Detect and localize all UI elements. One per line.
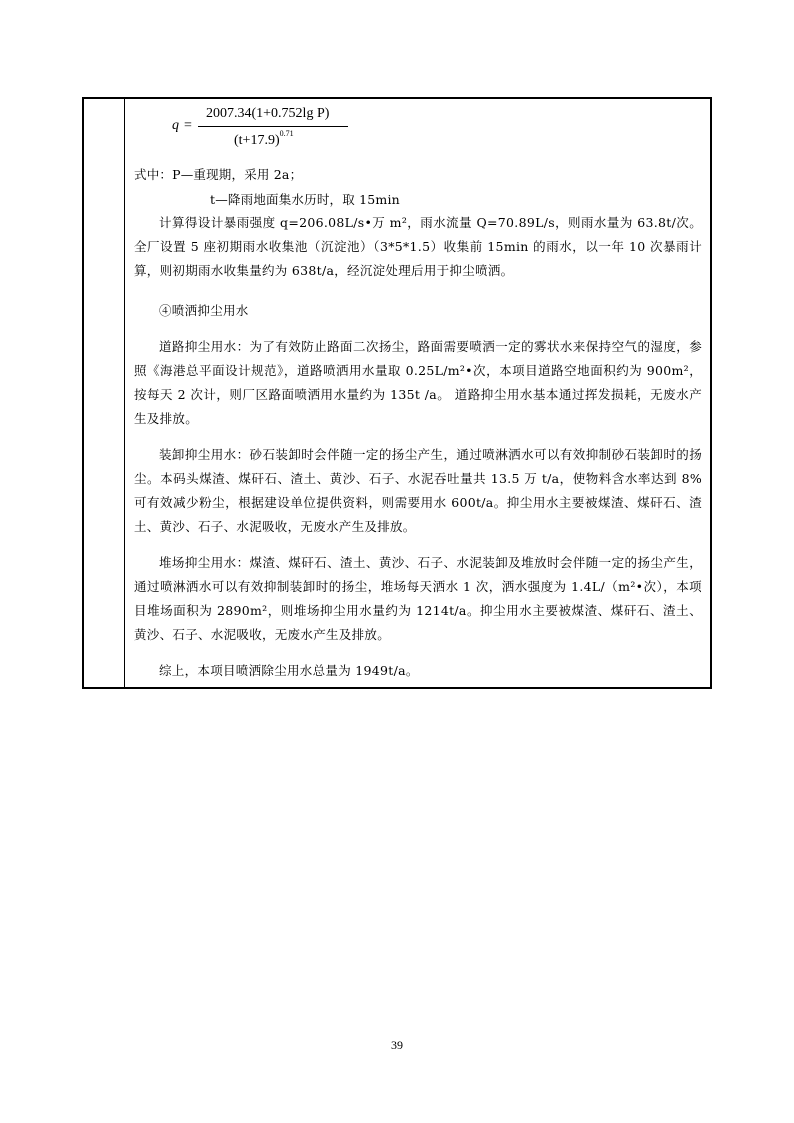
page-number: 39	[391, 1038, 403, 1052]
where-intro: 式中：P—重现期，采用 2a；	[134, 167, 303, 182]
formula-equals: =	[184, 118, 192, 133]
formula-numerator: 2007.34(1+0.752lg P)	[206, 106, 330, 121]
formula-denominator-base: (t+17.9)	[234, 133, 280, 148]
formula-denominator	[234, 129, 294, 149]
summary-paragraph: 综上，本项目喷洒除尘用水总量为 1949t/a。	[159, 663, 419, 678]
yard-dust-paragraph: 堆场抑尘用水：煤渣、煤矸石、渣土、黄沙、石子、水泥装卸及堆放时会伴随一定的扬尘产生，通过喷淋洒水可以有效抑制装卸时的扬尘，堆场每天洒水 1 次，洒水强度为 1.4L/（m²•次），本项目堆场面积为 2890m²，则堆场抑尘用水量约为 1214t/a。抑尘用水主要被煤渣、煤矸石、渣土、黄沙、石子、水泥吸收，无废水产生及排放。	[134, 555, 702, 642]
formula-lhs: q	[172, 118, 179, 133]
loading-dust-paragraph: 装卸抑尘用水：砂石装卸时会伴随一定的扬尘产生，通过喷淋洒水可以有效抑制砂石装卸时的扬尘。本码头煤渣、煤矸石、渣土、黄沙、石子、水泥吞吐量共 13.5 万 t/a，使物料含水率达到 8%可有效减少粉尘，根据建设单位提供资料，则需要用水 600t/a。抑尘用水主要被煤渣、煤矸石、渣土、黄沙、石子、水泥吸收，无废水产生及排放。	[134, 447, 702, 534]
formula-fraction-bar	[198, 126, 348, 127]
where-t-definition: t—降雨地面集水历时，取 15min	[210, 192, 400, 207]
content-table	[82, 97, 712, 689]
section-heading: ④喷洒抑尘用水	[159, 303, 249, 318]
road-dust-paragraph: 道路抑尘用水：为了有效防止路面二次扬尘，路面需要喷洒一定的雾状水来保持空气的湿度，参照《海港总平面设计规范》，道路喷洒用水量取 0.25L/m²•次，本项目道路空地面积约为 900m²，按每天 2 次计，则厂区路面喷洒用水量约为 135t /a。 道路抑尘用水基本通过挥发损耗，无废水产生及排放。	[134, 339, 702, 426]
calc-paragraph: 计算得设计暴雨强度 q=206.08L/s•万 m²，雨水流量 Q=70.89L/s，则雨水量为 63.8t/次。全厂设置 5 座初期雨水收集池（沉淀池）（3*5*1.5）收集前 15min 的雨水，以一年 10 次暴雨计算，则初期雨水收集量约为 638t/a，经沉淀处理后用于抑尘喷洒。	[134, 215, 702, 278]
rainfall-intensity-formula	[172, 103, 372, 149]
formula-exponent: 0.71	[279, 129, 294, 138]
table-content-cell	[134, 99, 702, 687]
column-divider	[124, 99, 125, 687]
